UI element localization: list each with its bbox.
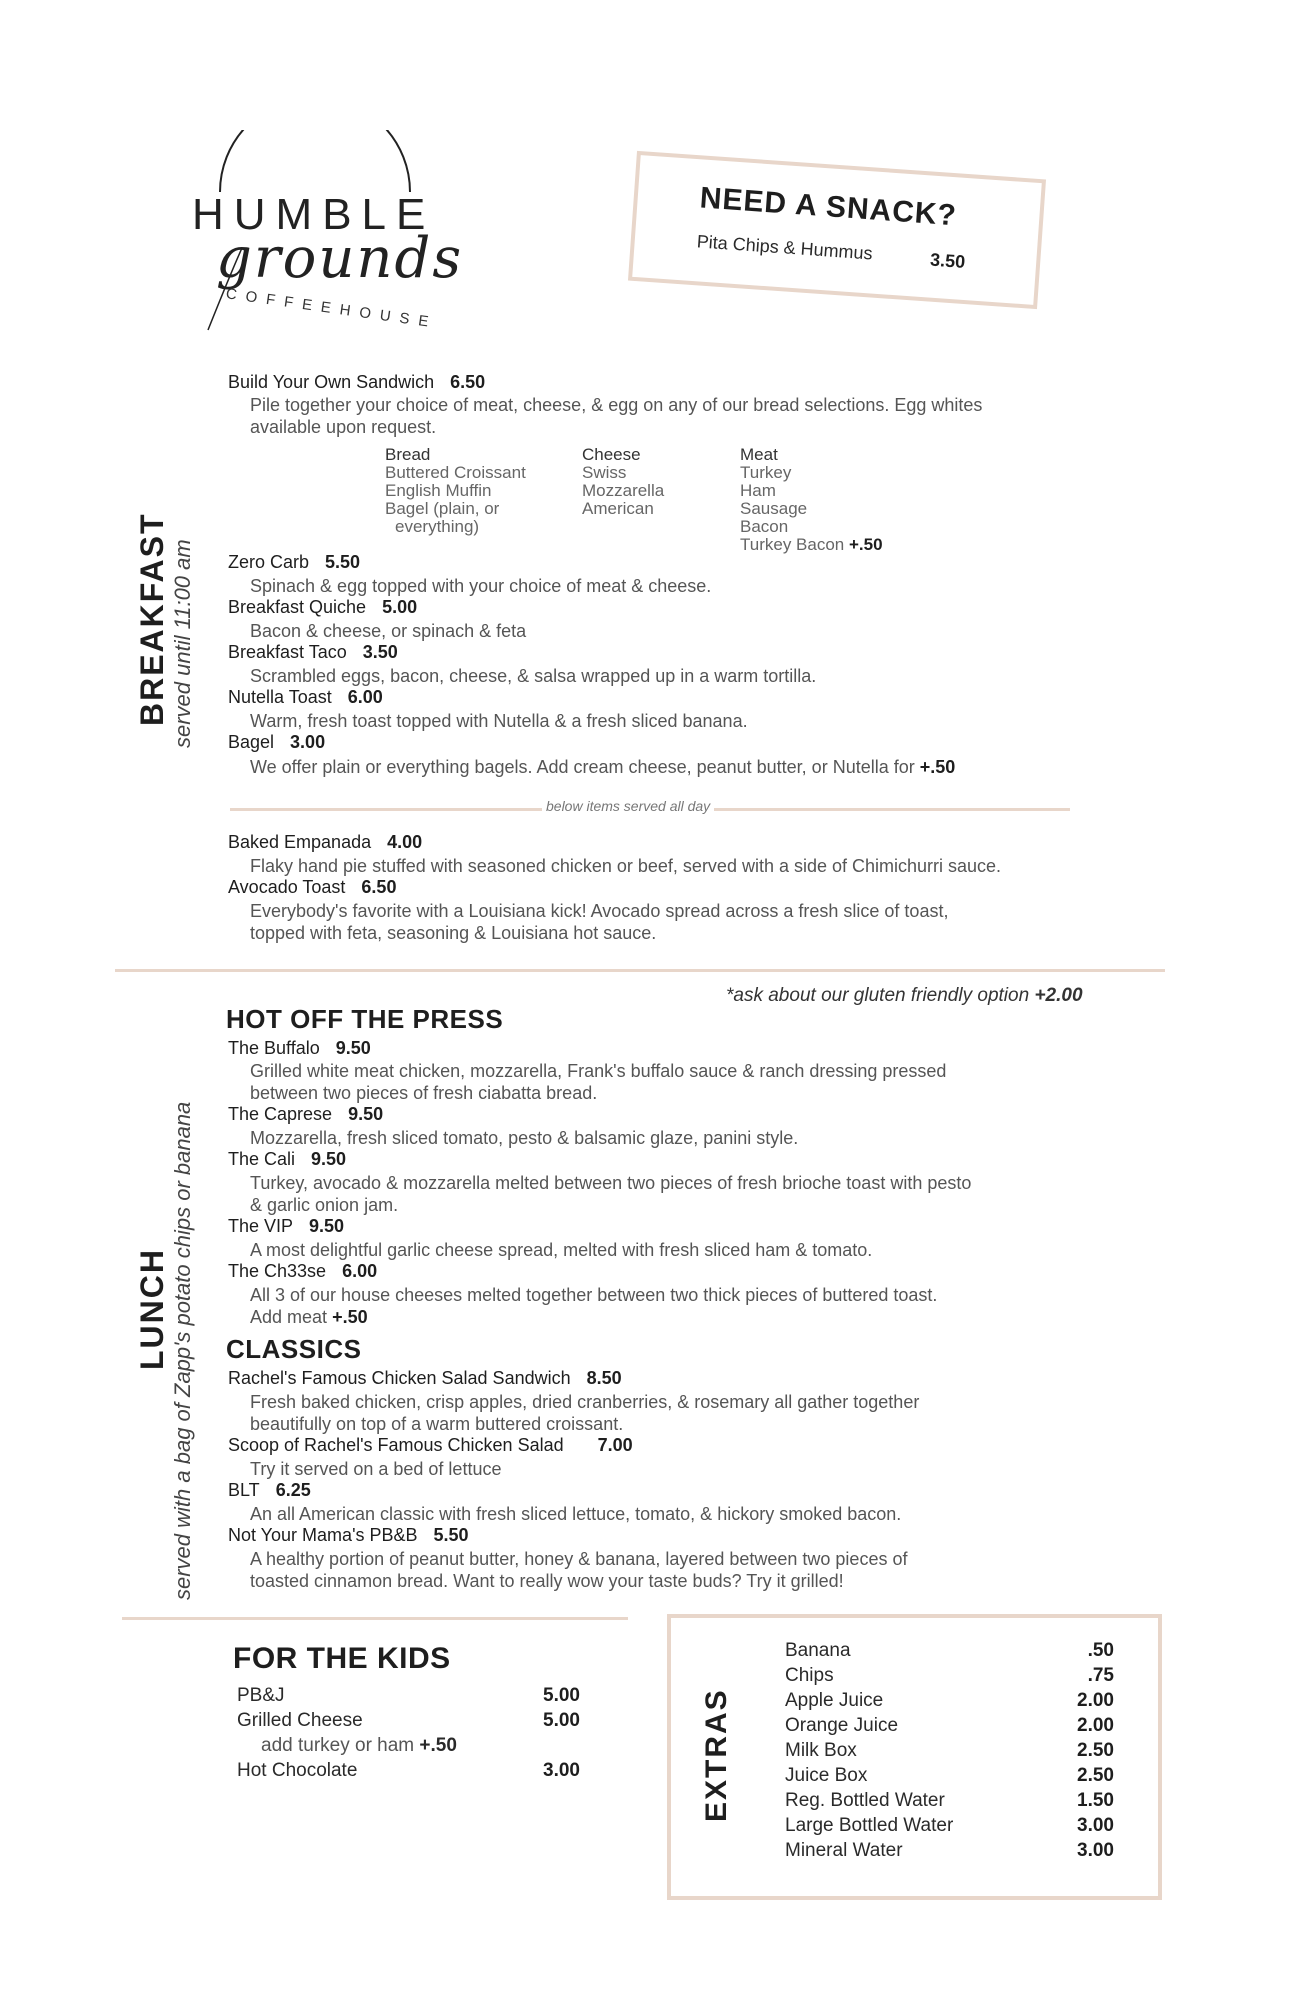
item-price: 5.00 bbox=[382, 597, 418, 617]
extras-item-price: 2.50 bbox=[1077, 1765, 1114, 1786]
item-desc: & garlic onion jam. bbox=[250, 1195, 399, 1215]
item-price: 6.50 bbox=[450, 372, 486, 392]
item-desc: Scrambled eggs, bacon, cheese, & salsa wrapped up in a warm tortilla. bbox=[250, 666, 817, 686]
gluten-text: *ask about our gluten friendly option bbox=[726, 985, 1030, 1006]
item-price: 7.00 bbox=[597, 1435, 633, 1455]
item-name: Zero Carb bbox=[228, 552, 310, 572]
gluten-price: +2.00 bbox=[1034, 985, 1083, 1006]
item-price: 6.50 bbox=[361, 877, 397, 897]
bread-column bbox=[385, 446, 526, 536]
item-name: Avocado Toast bbox=[228, 877, 346, 897]
item-desc: Fresh baked chicken, crisp apples, dried cranberries, & rosemary all gather together bbox=[250, 1392, 920, 1412]
menu-item-bagel bbox=[228, 732, 325, 753]
kids-item-name: PB&J bbox=[237, 1685, 285, 1706]
addon-price: +.50 bbox=[419, 1735, 457, 1756]
item-price: 6.25 bbox=[275, 1480, 311, 1500]
item-name: The VIP bbox=[228, 1216, 294, 1236]
item-name: Not Your Mama's PB&B bbox=[228, 1525, 418, 1545]
item-name: The Cali bbox=[228, 1149, 296, 1169]
item-price: 9.50 bbox=[309, 1216, 345, 1236]
item-name: Breakfast Taco bbox=[228, 642, 347, 662]
menu-item-blt bbox=[228, 1480, 311, 1501]
menu-item-pbb bbox=[228, 1525, 469, 1546]
option-label: Turkey Bacon bbox=[740, 535, 845, 554]
menu-item-byo bbox=[228, 372, 485, 393]
extras-item-price: .75 bbox=[1087, 1665, 1114, 1686]
kids-divider bbox=[122, 1617, 628, 1620]
item-price: 9.50 bbox=[335, 1038, 371, 1058]
menu-item-empanada bbox=[228, 832, 422, 853]
item-desc: Everybody's favorite with a Louisiana kick! Avocado spread across a fresh slice of toast, bbox=[250, 901, 949, 921]
section-divider bbox=[115, 969, 1165, 972]
item-desc: Turkey, avocado & mozzarella melted between two pieces of fresh brioche toast with pesto bbox=[250, 1173, 972, 1193]
item-desc: Try it served on a bed of lettuce bbox=[250, 1459, 502, 1479]
kids-heading: FOR THE KIDS bbox=[233, 1642, 451, 1675]
item-price: 9.50 bbox=[348, 1104, 384, 1124]
menu-item-taco bbox=[228, 642, 398, 663]
item-desc: available upon request. bbox=[250, 417, 437, 437]
option: Sausage bbox=[740, 499, 808, 518]
item-name: The Ch33se bbox=[228, 1261, 327, 1281]
option: Swiss bbox=[582, 463, 627, 482]
item-name: Build Your Own Sandwich bbox=[228, 372, 435, 392]
column-title: Bread bbox=[385, 445, 431, 464]
menu-item-vip bbox=[228, 1216, 344, 1237]
option: everything) bbox=[395, 517, 480, 536]
column-title: Cheese bbox=[582, 445, 641, 464]
upcharge: +.50 bbox=[848, 535, 883, 554]
upcharge: +.50 bbox=[919, 757, 956, 777]
item-desc: All 3 of our house cheeses melted together between two thick pieces of buttered toast. bbox=[250, 1285, 938, 1305]
extras-item-name: Reg. Bottled Water bbox=[785, 1790, 945, 1811]
breakfast-subheading: served until 11:00 am bbox=[170, 539, 195, 748]
menu-item-quiche bbox=[228, 597, 417, 618]
gluten-note bbox=[726, 985, 1083, 1007]
option: English Muffin bbox=[385, 481, 492, 500]
menu-item-ch33se bbox=[228, 1261, 377, 1282]
item-price: 3.50 bbox=[362, 642, 398, 662]
item-price: 6.00 bbox=[347, 687, 383, 707]
item-price: 5.50 bbox=[433, 1525, 469, 1545]
kids-item-name: Grilled Cheese bbox=[237, 1710, 363, 1731]
addon-text: add turkey or ham bbox=[261, 1735, 415, 1756]
kids-item-name: Hot Chocolate bbox=[237, 1760, 358, 1781]
item-desc: Mozzarella, fresh sliced tomato, pesto & balsamic glaze, panini style. bbox=[250, 1128, 799, 1148]
menu-item-zero-carb bbox=[228, 552, 360, 573]
item-price: 5.50 bbox=[325, 552, 361, 572]
snack-item: Pita Chips & Hummus bbox=[696, 231, 874, 264]
item-desc: between two pieces of fresh ciabatta bread. bbox=[250, 1083, 598, 1103]
menu-item-caprese bbox=[228, 1104, 383, 1125]
item-price: 4.00 bbox=[387, 832, 423, 852]
cheese-column bbox=[582, 446, 664, 518]
item-name: Nutella Toast bbox=[228, 687, 332, 707]
item-name: The Caprese bbox=[228, 1104, 333, 1124]
upcharge: +.50 bbox=[332, 1307, 368, 1327]
extras-item-price: .50 bbox=[1087, 1640, 1114, 1661]
item-price: 6.00 bbox=[342, 1261, 378, 1281]
extras-item-name: Banana bbox=[785, 1640, 851, 1661]
item-desc bbox=[250, 756, 955, 778]
option: Ham bbox=[740, 481, 776, 500]
item-desc: topped with feta, seasoning & Louisiana hot sauce. bbox=[250, 923, 657, 943]
desc-text: Add meat bbox=[250, 1307, 328, 1327]
logo-coffeehouse: COFFEEHOUSE bbox=[224, 285, 439, 332]
item-name: Bagel bbox=[228, 732, 275, 752]
extras-item-name: Mineral Water bbox=[785, 1840, 903, 1861]
extras-item-name: Apple Juice bbox=[785, 1690, 884, 1711]
item-name: Baked Empanada bbox=[228, 832, 372, 852]
option bbox=[740, 536, 883, 554]
press-heading: HOT OFF THE PRESS bbox=[226, 1004, 504, 1034]
item-desc: An all American classic with fresh sliced lettuce, tomato, & hickory smoked bacon. bbox=[250, 1504, 902, 1524]
menu-item-avocado bbox=[228, 877, 396, 898]
extras-item-name: Large Bottled Water bbox=[785, 1815, 954, 1836]
extras-item-name: Orange Juice bbox=[785, 1715, 899, 1736]
kids-item-price: 3.00 bbox=[543, 1760, 580, 1781]
item-desc: Grilled white meat chicken, mozzarella, Frank's buffalo sauce & ranch dressing pressed bbox=[250, 1061, 947, 1081]
item-desc: Bacon & cheese, or spinach & feta bbox=[250, 621, 527, 641]
item-name: The Buffalo bbox=[228, 1038, 320, 1058]
item-name: Rachel's Famous Chicken Salad Sandwich bbox=[228, 1368, 571, 1388]
item-desc: toasted cinnamon bread. Want to really wow your taste buds? Try it grilled! bbox=[250, 1571, 844, 1591]
extras-item-price: 2.00 bbox=[1077, 1715, 1114, 1736]
item-name: BLT bbox=[228, 1480, 260, 1500]
option: Bacon bbox=[740, 517, 789, 536]
item-desc: A healthy portion of peanut butter, honey & banana, layered between two pieces of bbox=[250, 1549, 908, 1569]
extras-item-price: 3.00 bbox=[1077, 1840, 1114, 1861]
lunch-subheading: served with a bag of Zapp's potato chips or banana bbox=[170, 1101, 195, 1600]
kids-addon bbox=[261, 1735, 457, 1757]
snack-box bbox=[628, 151, 1046, 309]
desc-text: We offer plain or everything bagels. Add cream cheese, peanut butter, or Nutella for bbox=[250, 757, 915, 777]
logo bbox=[180, 130, 464, 340]
lunch-heading: LUNCH bbox=[134, 1248, 170, 1370]
item-name: Breakfast Quiche bbox=[228, 597, 367, 617]
logo-grounds: grounds bbox=[216, 226, 464, 291]
item-desc: Pile together your choice of meat, cheese, & egg on any of our bread selections. Egg whites bbox=[250, 395, 983, 415]
kids-item-price: 5.00 bbox=[543, 1685, 580, 1706]
snack-price: 3.50 bbox=[929, 249, 966, 272]
divider-note: below items served all day bbox=[542, 798, 714, 814]
extras-item-price: 1.50 bbox=[1077, 1790, 1114, 1811]
option: Bagel (plain, or bbox=[385, 499, 500, 518]
item-price: 9.50 bbox=[311, 1149, 347, 1169]
extras-item-name: Chips bbox=[785, 1665, 834, 1686]
breakfast-heading: BREAKFAST bbox=[134, 512, 170, 726]
option: American bbox=[582, 499, 654, 518]
option: Turkey bbox=[740, 463, 792, 482]
item-name: Scoop of Rachel's Famous Chicken Salad bbox=[228, 1435, 564, 1455]
item-desc: A most delightful garlic cheese spread, melted with fresh sliced ham & tomato. bbox=[250, 1240, 873, 1260]
item-price: 8.50 bbox=[586, 1368, 622, 1388]
extras-item-name: Milk Box bbox=[785, 1740, 857, 1761]
extras-item-price: 3.00 bbox=[1077, 1815, 1114, 1836]
item-desc: Warm, fresh toast topped with Nutella & a fresh sliced banana. bbox=[250, 711, 748, 731]
extras-item-name: Juice Box bbox=[785, 1765, 868, 1786]
snack-title: NEED A SNACK? bbox=[698, 181, 958, 233]
item-price: 3.00 bbox=[290, 732, 326, 752]
classics-heading: CLASSICS bbox=[226, 1334, 362, 1364]
item-desc bbox=[250, 1306, 368, 1328]
meat-column bbox=[740, 446, 883, 554]
item-desc: beautifully on top of a warm buttered croissant. bbox=[250, 1414, 624, 1434]
menu-item-chicken-salad-sandwich bbox=[228, 1368, 622, 1389]
menu-item-nutella bbox=[228, 687, 383, 708]
kids-item-price: 5.00 bbox=[543, 1710, 580, 1731]
extras-item-price: 2.00 bbox=[1077, 1690, 1114, 1711]
menu-item-chicken-salad-scoop bbox=[228, 1435, 633, 1456]
column-title: Meat bbox=[740, 445, 778, 464]
menu-item-buffalo bbox=[228, 1038, 371, 1059]
extras-item-price: 2.50 bbox=[1077, 1740, 1114, 1761]
option: Buttered Croissant bbox=[385, 463, 526, 482]
menu-item-cali bbox=[228, 1149, 346, 1170]
option: Mozzarella bbox=[582, 481, 665, 500]
extras-heading: EXTRAS bbox=[700, 1688, 733, 1822]
item-desc: Spinach & egg topped with your choice of meat & cheese. bbox=[250, 576, 712, 596]
item-desc: Flaky hand pie stuffed with seasoned chicken or beef, served with a side of Chimichurri sauce. bbox=[250, 856, 1002, 876]
logo-humble: HUMBLE bbox=[192, 190, 436, 239]
